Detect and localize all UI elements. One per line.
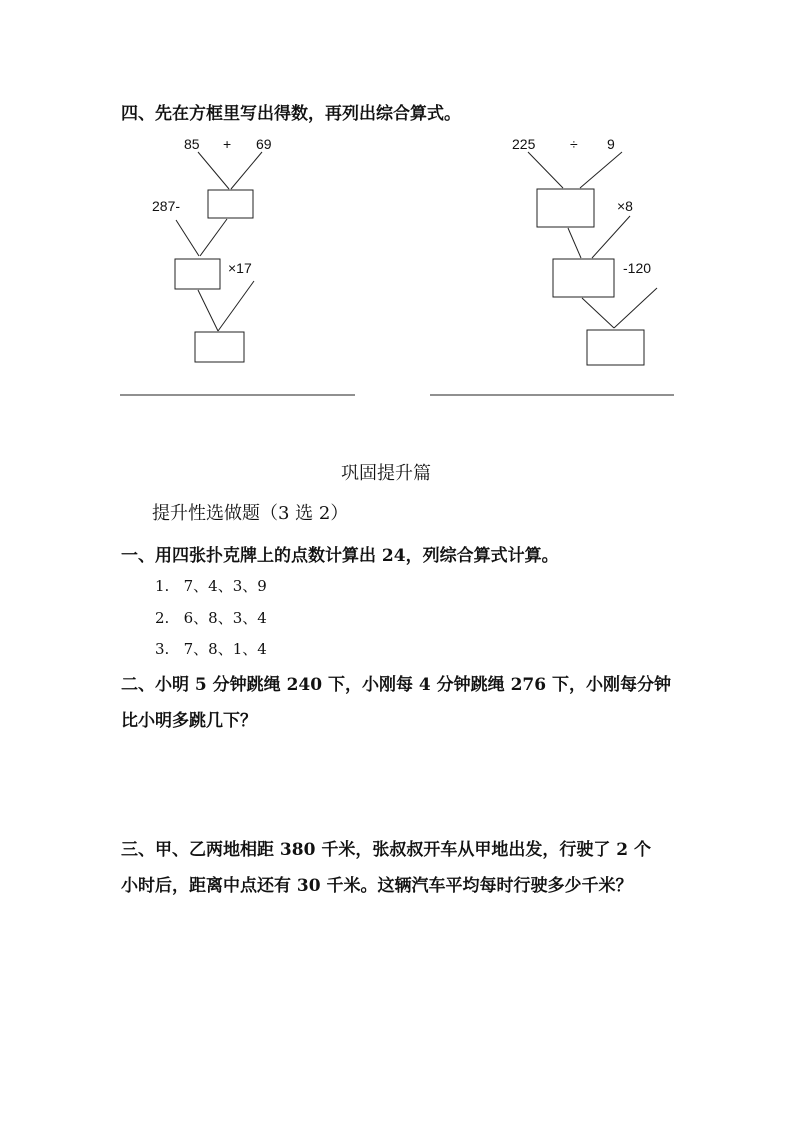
question-2-line-2: 比小明多跳几下？ <box>121 711 257 731</box>
item-cards: 6、8、3、4 <box>183 609 267 627</box>
subsection-title: 提升性选做题（3 选 2） <box>152 503 349 524</box>
right-number-a: 225 <box>512 136 536 152</box>
left-label-d: ×17 <box>228 260 252 276</box>
list-item <box>155 575 267 596</box>
left-line-b <box>231 152 262 189</box>
right-number-b: 9 <box>607 136 615 152</box>
left-operator-plus: + <box>223 136 232 152</box>
list-item <box>155 638 267 659</box>
item-number: 1. <box>155 577 170 595</box>
right-box-1 <box>537 189 594 227</box>
left-label-c: 287- <box>152 198 181 214</box>
question-2-line-1: 二、小明 5 分钟跳绳 240 下，小刚每 4 分钟跳绳 276 下，小刚每分钟 <box>121 675 671 695</box>
right-line-a <box>528 152 563 188</box>
left-line-e <box>198 290 218 331</box>
right-line-e <box>582 298 614 328</box>
section4-heading: 四、先在方框里写出得数，再列出综合算式。 <box>121 104 461 124</box>
question-1: 一、用四张扑克牌上的点数计算出 24，列综合算式计算。 <box>121 546 559 566</box>
right-line-d <box>592 216 630 258</box>
right-label-d: -120 <box>623 260 652 276</box>
item-cards: 7、8、1、4 <box>183 640 267 658</box>
question-3-line-1: 三、甲、乙两地相距 380 千米，张叔叔开车从甲地出发，行驶了 2 个 <box>121 840 651 860</box>
left-box-3 <box>195 332 244 362</box>
right-box-2 <box>553 259 614 297</box>
list-item <box>155 607 267 628</box>
right-operator-divide: ÷ <box>570 136 578 152</box>
item-number: 3. <box>155 640 170 658</box>
right-box-3 <box>587 330 644 365</box>
right-line-f <box>614 288 657 328</box>
left-number-a: 85 <box>184 136 200 152</box>
right-line-b <box>580 152 622 188</box>
left-box-2 <box>175 259 220 289</box>
left-box-1 <box>208 190 253 218</box>
left-line-a <box>198 152 229 189</box>
left-line-f <box>218 281 254 331</box>
item-cards: 7、4、3、9 <box>183 577 267 595</box>
right-label-c: ×8 <box>617 198 633 214</box>
left-line-d <box>200 219 227 256</box>
question-3-line-2: 小时后，距离中点还有 30 千米。这辆汽车平均每时行驶多少千米？ <box>121 876 633 896</box>
section-title: 巩固提升篇 <box>341 463 431 484</box>
item-number: 2. <box>155 609 170 627</box>
left-number-b: 69 <box>256 136 272 152</box>
right-line-c <box>568 228 581 258</box>
calculation-diagrams <box>0 0 794 420</box>
left-line-c <box>176 220 199 256</box>
